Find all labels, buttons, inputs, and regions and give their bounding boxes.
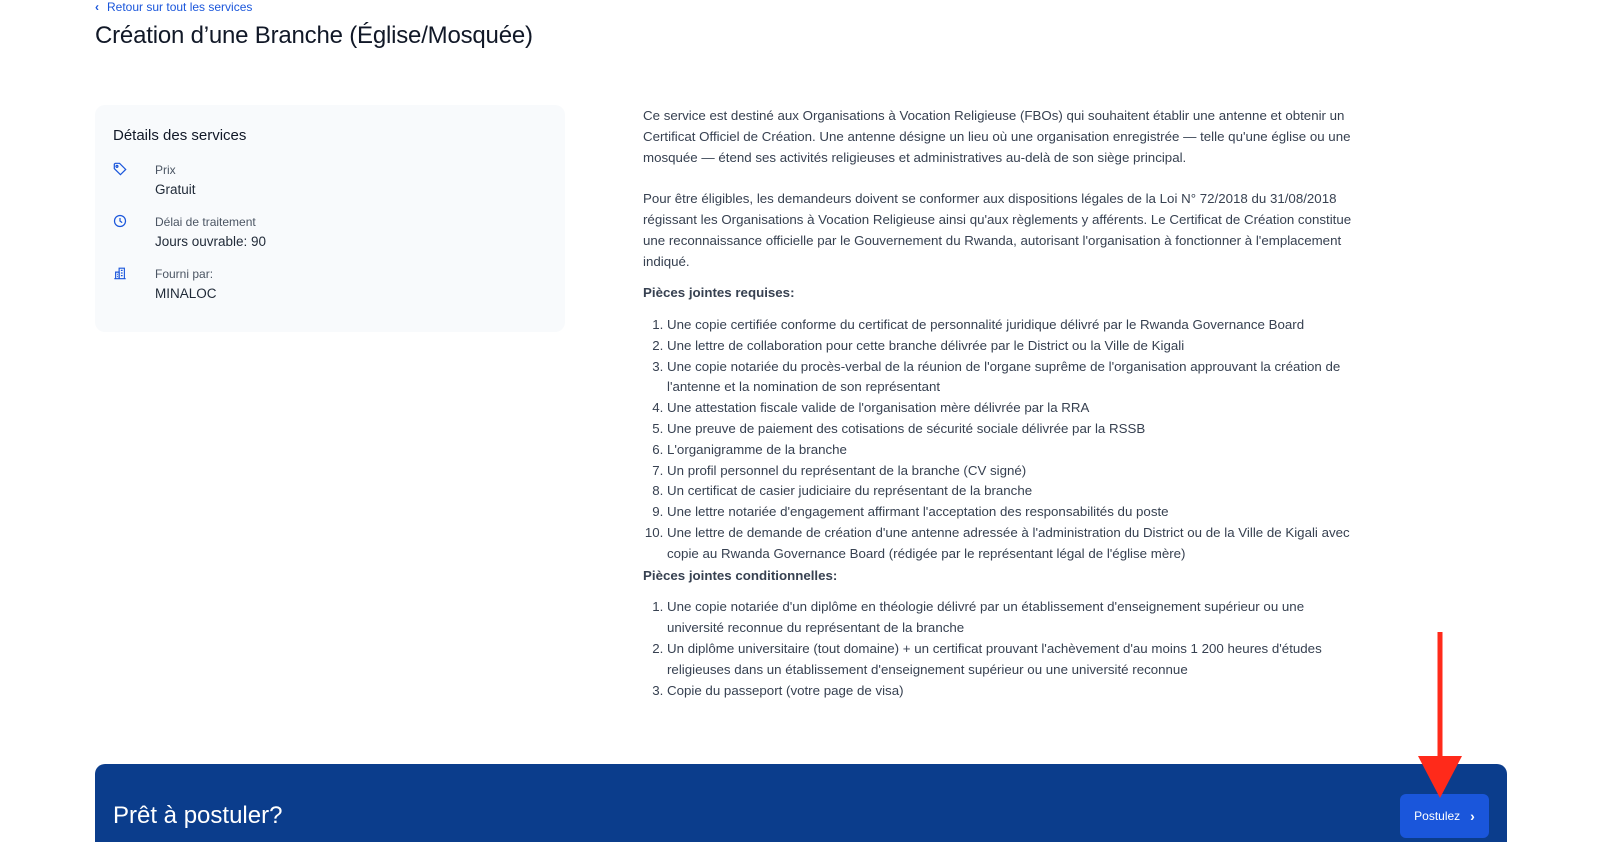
chevron-left-icon: ‹ — [95, 0, 99, 14]
detail-row-price — [113, 162, 547, 200]
list-item: 3. Copie du passeport (votre page de visa) — [667, 681, 1355, 702]
list-item: 1. Une copie notariée d'un diplôme en théologie délivré par un établissement d'enseignement supérieur ou une université reconnue du représentant de la branche — [667, 597, 1355, 639]
list-item: 8. Un certificat de casier judiciaire du représentant de la branche — [667, 481, 1355, 502]
detail-row-provider — [113, 266, 547, 304]
price-label: Prix — [155, 163, 176, 177]
detail-row-processing-time — [113, 214, 547, 252]
description-paragraph: Pour être éligibles, les demandeurs doivent se conformer aux dispositions légales de la Loi N° 72/2018 du 31/08/2018 régissant les Organisations à Vocation Religieuse ainsi qu'aux règlements y afférents. Le Certificat de Création constitue une reconnaissance officielle par le Gouvernement du Rwanda, autorisant l'organisation à fonctionner à l'emplacement indiqué. — [643, 191, 1352, 269]
conditional-attachments-heading: Pièces jointes conditionnelles: — [643, 567, 838, 583]
price-value: Gratuit — [155, 182, 196, 197]
building-icon — [113, 266, 155, 284]
apply-banner-title: Prêt à postuler? — [113, 802, 283, 829]
back-link-label: Retour sur tout les services — [107, 0, 253, 14]
provider-label: Fourni par: — [155, 267, 214, 281]
list-item: 1. Une copie certifiée conforme du certificat de personnalité juridique délivré par le Rwanda Governance Board — [667, 315, 1355, 336]
apply-banner — [95, 764, 1507, 842]
chevron-right-icon: › — [1470, 808, 1475, 824]
required-attachments-heading: Pièces jointes requises: — [643, 285, 795, 301]
description-paragraph: Ce service est destiné aux Organisations à Vocation Religieuse (FBOs) qui souhaitent établir une antenne et obtenir un Certificat Officiel de Création. Une antenne désigne un lieu où une organisation enregistrée — telle qu'une église ou une mosquée — étend ses activités religieuses et administratives au-delà de son siège principal. — [643, 108, 1351, 165]
list-item: 4. Une attestation fiscale valide de l'organisation mère délivrée par la RRA — [667, 398, 1355, 419]
page-title: Création d’une Branche (Église/Mosquée) — [95, 22, 533, 49]
list-item: 5. Une preuve de paiement des cotisations de sécurité sociale délivrée par la RSSB — [667, 419, 1355, 440]
conditional-attachments-list — [643, 597, 1355, 701]
details-heading: Détails des services — [113, 127, 247, 144]
clock-icon — [113, 214, 155, 232]
price-tag-icon — [113, 162, 155, 180]
processing-time-label: Délai de traitement — [155, 215, 256, 229]
annotation-arrow-icon — [1414, 632, 1466, 802]
back-to-services-link[interactable] — [95, 0, 252, 14]
processing-time-value: Jours ouvrable: 90 — [155, 234, 267, 249]
list-item: 9. Une lettre notariée d'engagement affirmant l'acceptation des responsabilités du poste — [667, 502, 1355, 523]
list-item: 2. Une lettre de collaboration pour cette branche délivrée par le District ou la Ville de Kigali — [667, 336, 1355, 357]
apply-button-label: Postulez — [1414, 809, 1461, 823]
required-attachments-list — [643, 315, 1355, 565]
list-item: 3. Une copie notariée du procès-verbal de la réunion de l'organe suprême de l'organisation approuvant la création de l'antenne et la nomination de son représentant — [667, 357, 1355, 399]
list-item: 2. Un diplôme universitaire (tout domaine) + un certificat prouvant l'achèvement d'au moins 1 200 heures d'études religieuses dans un établissement d'enseignement supérieur ou une université reconnue — [667, 639, 1355, 681]
provider-value: MINALOC — [155, 286, 217, 301]
service-description — [643, 106, 1355, 712]
list-item: 6. L'organigramme de la branche — [667, 440, 1355, 461]
list-item: 7. Un profil personnel du représentant de la branche (CV signé) — [667, 461, 1355, 482]
service-details-card — [95, 105, 565, 332]
list-item: 10. Une lettre de demande de création d'une antenne adressée à l'administration du District ou de la Ville de Kigali avec copie au Rwanda Governance Board (rédigée par le représentant légal de l'église mère) — [667, 523, 1355, 565]
